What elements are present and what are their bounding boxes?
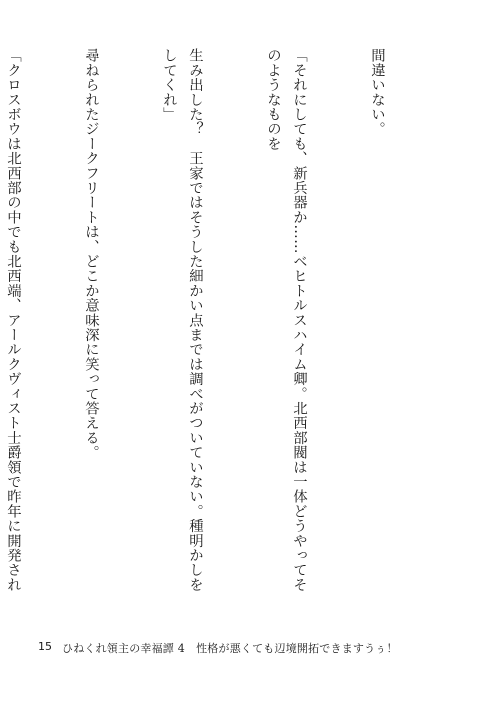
text-line: 間違いない。 [369,48,385,137]
text-line: 「それにしても、新兵器か……ベヒトルスハイム卿。北西部閥は一体どうやってそのようなものを [265,48,307,592]
running-footer-title: ひねくれ領主の幸福譚 4 性格が悪くても辺境開拓できますうぅ！ [62,642,398,655]
text-line: 生み出した？ 王家ではそうした細かい点までは調べがついていない。種明かしをしてくれ」 [161,48,203,592]
text-line: 尋ねられたジークフリートは、どこか意味深に笑って答える。 [83,48,99,460]
page-number: 15 [38,640,52,653]
body-text [5,48,442,604]
text-line: 「クロスボウは北西部の中でも北西端、アールクヴィスト士爵領で昨年に開発され [5,48,21,592]
